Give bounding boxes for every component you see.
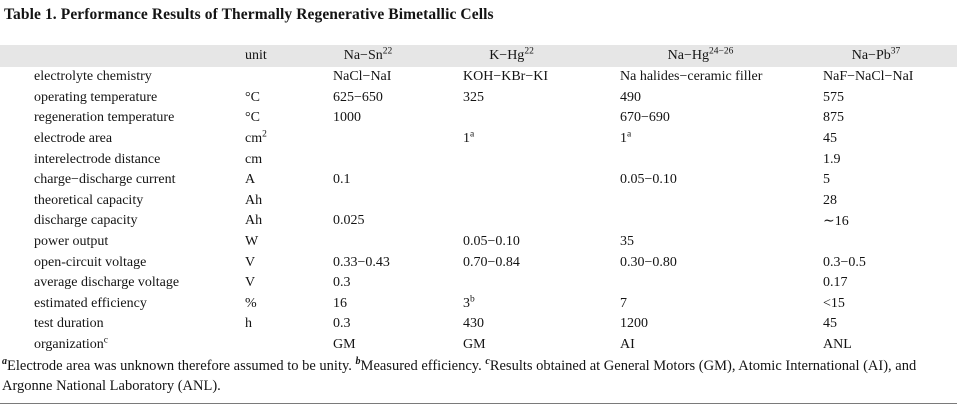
header-spacer [0,45,245,67]
cell-value: GM [463,337,486,353]
cell-value: 35 [620,234,634,250]
cell-value [463,273,620,294]
cell-value: 325 [463,89,484,105]
table-row [0,314,957,335]
cell-unit: Ah [245,213,263,229]
cell-unit: °C [245,89,260,105]
cell-value: 0.3−0.5 [823,254,866,270]
table-body [0,67,957,355]
table-row [0,294,957,315]
cell-value: 1$^a$ [620,129,632,147]
cell-unit: W [245,234,259,250]
table-row [0,149,957,170]
cell-value [463,108,620,129]
cell-value [333,191,463,212]
cell-value [823,232,957,253]
cell-value: 0.1 [333,172,351,188]
row-label: average discharge voltage [34,275,180,291]
cell-value: 5 [823,172,830,188]
cell-value: 0.05−0.10 [620,172,677,188]
cell-value: 0.3 [333,316,351,332]
cell-value: 430 [463,316,484,332]
row-label: electrode area [34,131,113,147]
cell-value: Na halides−ceramic filler [620,69,763,85]
cell-value [333,129,463,150]
table-footnote: $^a$Electrode area was unknown therefore assumed to be unity. $^b$Measured efficiency. $^c$Results obtained at General Motors (GM), Atomic International (AI), and Argonne National Laboratory (ANL). [2,356,917,394]
cell-value: NaCl−NaI [333,69,392,85]
cell-value: 0.025 [333,213,365,229]
header-cell: $Na-Hg^{24-26}$ [667,46,734,63]
row-label: charge−discharge current [34,172,176,188]
row-label: organization$^c$ [34,335,108,353]
cell-value: 1$^a$ [463,129,475,147]
header-cell: $K-Hg^{22}$ [489,46,534,63]
table-row [0,129,957,150]
cell-value [463,191,620,212]
cell-value: AI [620,337,635,353]
row-label: estimated efficiency [34,295,147,311]
cell-unit: % [245,295,257,311]
cell-value: ANL [823,337,852,353]
cell-value [463,170,620,191]
cell-value: 45 [823,131,837,147]
cell-value: ∼16 [823,213,849,229]
cell-value: 625−650 [333,89,383,105]
row-label: test duration [34,316,104,332]
cell-value: 3$^b$ [463,294,475,311]
row-label: theoretical capacity [34,192,144,208]
cell-value [463,149,620,170]
table-title: Table 1. Performance Results of Thermally Regenerative Bimetallic Cells [4,6,494,23]
table-row [0,252,957,273]
cell-value: 28 [823,192,837,208]
table-row [0,273,957,294]
cell-value: 7 [620,295,627,311]
cell-value: 45 [823,316,837,332]
bottom-rule [0,403,957,404]
cell-value [333,232,463,253]
table-row [0,108,957,129]
performance-table [0,45,957,355]
header-unit: unit [245,48,267,63]
cell-unit: $cm^2$ [245,129,267,147]
cell-unit: h [245,316,252,332]
cell-value: 16 [333,295,347,311]
row-label: power output [34,234,109,250]
cell-value: 0.05−0.10 [463,234,520,250]
row-label: regeneration temperature [34,110,175,126]
cell-value: 0.70−0.84 [463,254,520,270]
cell-unit: V [245,275,256,291]
cell-value: 1.9 [823,151,841,167]
header-row [0,45,957,67]
table-row [0,191,957,212]
row-label: open-circuit voltage [34,254,147,270]
row-label: electrolyte chemistry [34,69,152,85]
cell-unit: Ah [245,192,263,208]
table-row [0,67,957,88]
cell-value: NaF−NaCl−NaI [823,69,914,85]
cell-value [620,211,823,232]
cell-value: 490 [620,89,641,105]
cell-value: GM [333,337,356,353]
cell-value [620,273,823,294]
cell-value: 875 [823,110,844,126]
cell-unit [245,67,333,88]
cell-value [620,191,823,212]
table-row [0,335,957,356]
cell-value: 575 [823,89,844,105]
cell-value: KOH−KBr−KI [463,69,549,85]
cell-value [463,211,620,232]
cell-value: 0.3 [333,275,351,291]
header-cell: $Na-Pb^{37}$ [851,46,901,63]
cell-unit: V [245,254,256,270]
table-row [0,88,957,109]
header-cell: $Na-Sn^{22}$ [343,46,393,63]
cell-value: 670−690 [620,110,670,126]
row-label: operating temperature [34,89,158,105]
cell-unit: A [245,172,256,188]
cell-value: 0.17 [823,275,848,291]
cell-value [333,149,463,170]
cell-value [620,149,823,170]
cell-unit: cm [245,151,263,167]
row-label: discharge capacity [34,213,138,229]
cell-unit [245,335,333,356]
table-row [0,170,957,191]
cell-value: 1000 [333,110,361,126]
row-label: interelectrode distance [34,151,161,167]
table-row [0,211,957,232]
cell-unit: °C [245,110,260,126]
cell-value: 0.30−0.80 [620,254,677,270]
table-row [0,232,957,253]
cell-value: 0.33−0.43 [333,254,390,270]
cell-value: <15 [823,295,845,311]
cell-value: 1200 [620,316,648,332]
